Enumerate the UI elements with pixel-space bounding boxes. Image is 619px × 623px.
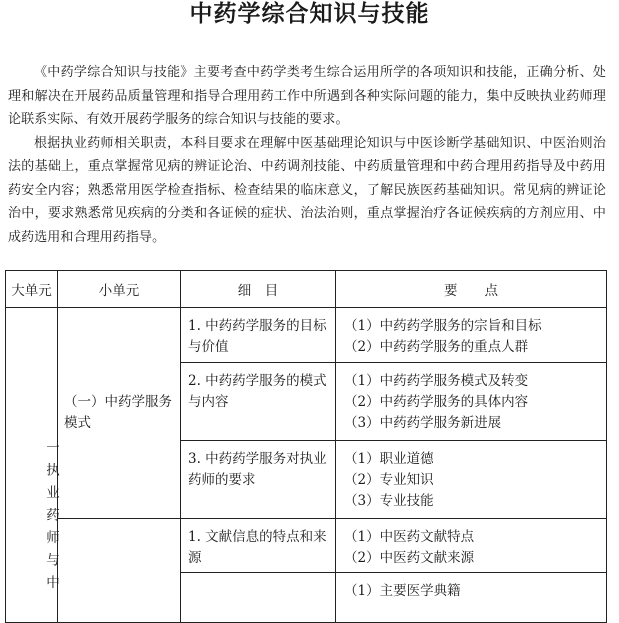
header-detail: 细 目 [181, 271, 336, 308]
page-title: 中药学综合知识与技能 [189, 1, 430, 27]
intro-paragraph: 根据执业药师相关职责，本科目要求在理解中医基础理论知识与中医诊断学基础知识、中医治则治法的基础上，重点掌握常见病的辨证论治、中药调剂技能、中药质量管理和中药合理用药指导及中药用药安全内容；熟悉常用医学检查指标、检查结果的临床意义，了解民族医药基础知识。常见病的辨证论治中，要求熟悉常见疾病的分类和各证候的症状、治法治则，重点掌握治疗各证候疾病的方剂应用、中成药选用和合理用药指导。 [8, 135, 606, 245]
point-item: （3）专业技能 [344, 493, 434, 509]
minor-unit-cell [58, 519, 181, 623]
header-key-points: 要 点 [336, 271, 607, 308]
detail-cell: 1. 文献信息的特点和来源 [181, 519, 336, 573]
detail-cell [181, 573, 336, 623]
points-cell [336, 363, 607, 441]
point-item: （1）主要医学典籍 [344, 583, 461, 599]
point-item: （3）中药药学服务新进展 [344, 415, 502, 431]
major-unit-label: 一执业药师与中 [43, 440, 59, 598]
point-item: （2）中药药学服务的具体内容 [344, 394, 529, 410]
point-item: （1）职业道德 [344, 451, 434, 467]
table-row [6, 519, 607, 573]
intro-paragraph: 《中药学综合知识与技能》主要考查中药学类考生综合运用所学的各项知识和技能，正确分析、处理和解决在开展药品质量管理和指导合理用药工作中所遇到各种实际问题的能力，集中反映执业药师理论联系实际、有效开展药学服务的综合知识与技能的要求。 [8, 65, 606, 127]
header-minor-unit: 小单元 [58, 271, 181, 308]
point-item: （1）中药药学服务的宗旨和目标 [344, 318, 542, 334]
minor-unit-cell: （一）中药学服务模式 [58, 308, 181, 519]
point-item: （1）中医药文献特点 [344, 529, 475, 545]
syllabus-table [5, 270, 607, 623]
points-cell [336, 308, 607, 363]
table-row [6, 308, 607, 363]
points-cell [336, 573, 607, 623]
points-cell [336, 519, 607, 573]
detail-cell: 1. 中药药学服务的目标与价值 [181, 308, 336, 363]
point-item: （1）中药药学服务模式及转变 [344, 373, 529, 389]
point-item: （2）专业知识 [344, 472, 434, 488]
detail-cell: 2. 中药药学服务的模式与内容 [181, 363, 336, 441]
detail-cell: 3. 中药药学服务对执业药师的要求 [181, 441, 336, 519]
intro-section [8, 61, 606, 249]
table-header-row [6, 271, 607, 308]
point-item: （2）中医药文献来源 [344, 550, 475, 566]
points-cell [336, 441, 607, 519]
header-major-unit: 大单元 [6, 271, 58, 308]
point-item: （2）中药药学服务的重点人群 [344, 339, 529, 355]
major-unit-cell [6, 308, 58, 623]
